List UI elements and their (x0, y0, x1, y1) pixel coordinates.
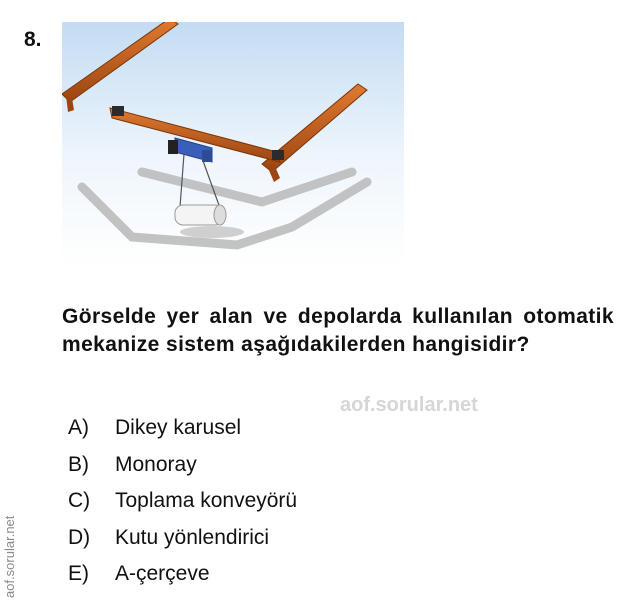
overhead-crane-illustration (62, 22, 404, 266)
option-text: Monoray (115, 452, 197, 476)
option-letter: B) (68, 452, 89, 476)
option-letter: C) (68, 489, 91, 513)
answer-options (68, 410, 297, 593)
option-text: Toplama konveyörü (115, 489, 298, 513)
option-text: A-çerçeve (115, 562, 210, 586)
option-letter: D) (68, 525, 91, 549)
option-b[interactable] (68, 447, 297, 484)
question-text: Görselde yer alan ve depolarda kullanılan otomatik mekanize sistem aşağıdakilerden hangisidir? (62, 305, 614, 356)
option-d[interactable] (68, 520, 297, 557)
option-text: Kutu yönlendirici (115, 525, 270, 549)
question-number: 8. (24, 28, 42, 51)
option-letter: E) (68, 562, 89, 586)
option-letter: A) (68, 416, 89, 440)
watermark: aof.sorular.net (340, 394, 478, 416)
option-e[interactable] (68, 556, 297, 593)
option-text: Dikey karusel (115, 416, 242, 440)
option-a[interactable] (68, 410, 297, 447)
option-c[interactable] (68, 483, 297, 520)
side-watermark: aof.sorular.net (2, 515, 17, 598)
